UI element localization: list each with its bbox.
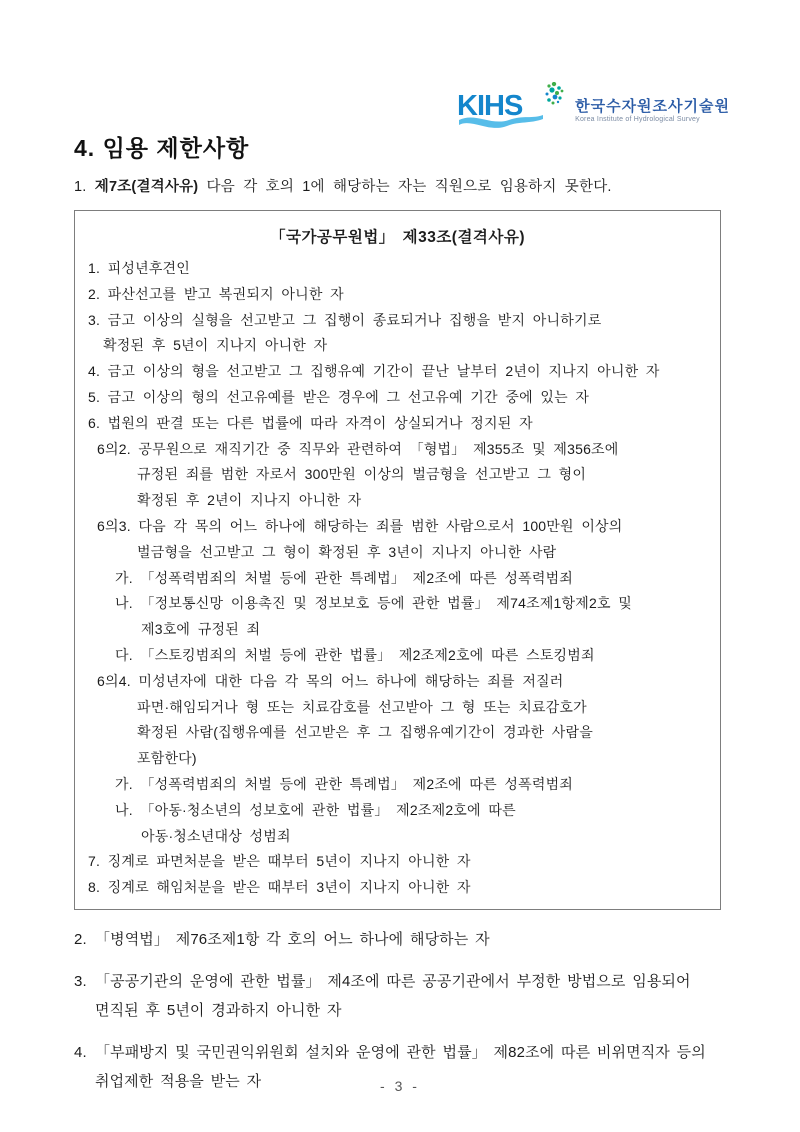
law-box-line: 가. 「성폭력범죄의 처벌 등에 관한 특례법」 제2조에 따른 성폭력범죄 (115, 775, 574, 792)
law-box-line: 포함한다) (137, 750, 197, 767)
law-box-line: 4. 금고 이상의 형을 선고받고 그 집행유예 기간이 끝난 날부터 2년이 지나지 아니한 자 (88, 363, 660, 380)
numbered-item (74, 967, 750, 1025)
item-line: 「공공기관의 운영에 관한 법률」 제4조에 따른 공공기관에서 부정한 방법으로 임용되어 (95, 972, 691, 990)
law-box-line: 6의2. 공무원으로 재직기간 중 직무와 관련하여 「형법」 제355조 및 제356조에 (97, 440, 619, 457)
kihs-logo (457, 82, 730, 132)
law-box-line: 1. 피성년후견인 (88, 260, 191, 276)
law-box-line: 확정된 후 2년이 지나지 아니한 자 (137, 492, 362, 509)
numbered-item (74, 925, 750, 954)
law-box-line: 6의3. 다음 각 목의 어느 하나에 해당하는 죄를 범한 사람으로서 100만원 이상의 (97, 517, 623, 534)
law-box-line: 6의4. 미성년자에 대한 다음 각 목의 어느 하나에 해당하는 죄를 저질러 (97, 672, 564, 689)
section-heading: 4. 임용 제한사항 (74, 135, 250, 161)
law-box-line: 벌금형을 선고받고 그 형이 확정된 후 3년이 지나지 아니한 사람 (137, 543, 557, 560)
item-line: 「부패방지 및 국민권익위원회 설치와 운영에 관한 법률」 제82조에 따른 비위면직자 등의 (95, 1043, 706, 1061)
law-box-lines (88, 256, 707, 901)
intro-number: 1. (74, 179, 87, 195)
item-number: 2. (74, 930, 87, 948)
law-box-line: 가. 「성폭력범죄의 처벌 등에 관한 특례법」 제2조에 따른 성폭력범죄 (115, 569, 574, 586)
item-number: 4. (74, 1043, 87, 1061)
intro-rest: 다음 각 호의 1에 해당하는 자는 직원으로 임용하지 못한다. (206, 179, 612, 195)
law-box-line: 3. 금고 이상의 실형을 선고받고 그 집행이 종료되거나 집행을 받지 아니하기로 (88, 311, 602, 328)
item-line: 취업제한 적용을 받는 자 (95, 1072, 262, 1090)
law-box-line: 5. 금고 이상의 형의 선고유예를 받은 경우에 그 선고유예 기간 중에 있는 자 (88, 388, 590, 405)
law-box (74, 210, 721, 910)
kihs-logo-mark (457, 82, 569, 132)
item-line: 면직된 후 5년이 경과하지 아니한 자 (95, 1001, 342, 1019)
item-line: 「병역법」 제76조제1항 각 호의 어느 하나에 해당하는 자 (95, 930, 490, 948)
law-box-line: 6. 법원의 판결 또는 다른 법률에 따라 자격이 상실되거나 정지된 자 (88, 414, 533, 431)
law-box-line: 7. 징계로 파면처분을 받은 때부터 5년이 지나지 아니한 자 (88, 853, 471, 870)
item-number: 3. (74, 972, 87, 990)
items-container (74, 925, 750, 1096)
law-box-line: 규정된 죄를 범한 자로서 300만원 이상의 벌금형을 선고받고 그 형이 (137, 466, 587, 483)
logo-names (575, 98, 730, 132)
law-box-line: 확정된 사람(집행유예를 선고받은 후 그 집행유예기간이 경과한 사람을 (137, 724, 593, 741)
intro-article-bold: 제7조(결격사유) (94, 179, 199, 195)
law-box-line: 제3호에 규정된 죄 (141, 621, 261, 638)
law-box-line: 나. 「정보통신망 이용촉진 및 정보보호 등에 관한 법률」 제74조제1항제2호 및 (115, 595, 633, 612)
logo-org-name-en: Korea Institute of Hydrological Survey (575, 116, 700, 123)
page-number: - 3 - (380, 1078, 420, 1094)
law-box-line: 아동·청소년대상 성범죄 (141, 827, 291, 844)
logo-acronym: KIHS (457, 90, 523, 122)
law-box-line: 파면·해임되거나 형 또는 치료감호를 선고받아 그 형 또는 치료감호가 (137, 698, 587, 715)
law-box-line: 8. 징계로 해임처분을 받은 때부터 3년이 지나지 아니한 자 (88, 879, 471, 896)
law-box-title: 「국가공무원법」 제33조(결격사유) (269, 229, 526, 246)
law-box-line: 다. 「스토킹범죄의 처벌 등에 관한 법률」 제2조제2호에 따른 스토킹범죄 (115, 646, 595, 663)
law-box-line: 확정된 후 5년이 지나지 아니한 자 (103, 337, 328, 354)
logo-org-name-ko: 한국수자원조사기술원 (575, 98, 730, 115)
law-box-line: 2. 파산선고를 받고 복권되지 아니한 자 (88, 285, 344, 302)
law-box-line: 나. 「아동·청소년의 성보호에 관한 법률」 제2조제2호에 따른 (115, 801, 516, 818)
logo-dots-icon (546, 82, 564, 105)
intro-paragraph (74, 176, 750, 198)
